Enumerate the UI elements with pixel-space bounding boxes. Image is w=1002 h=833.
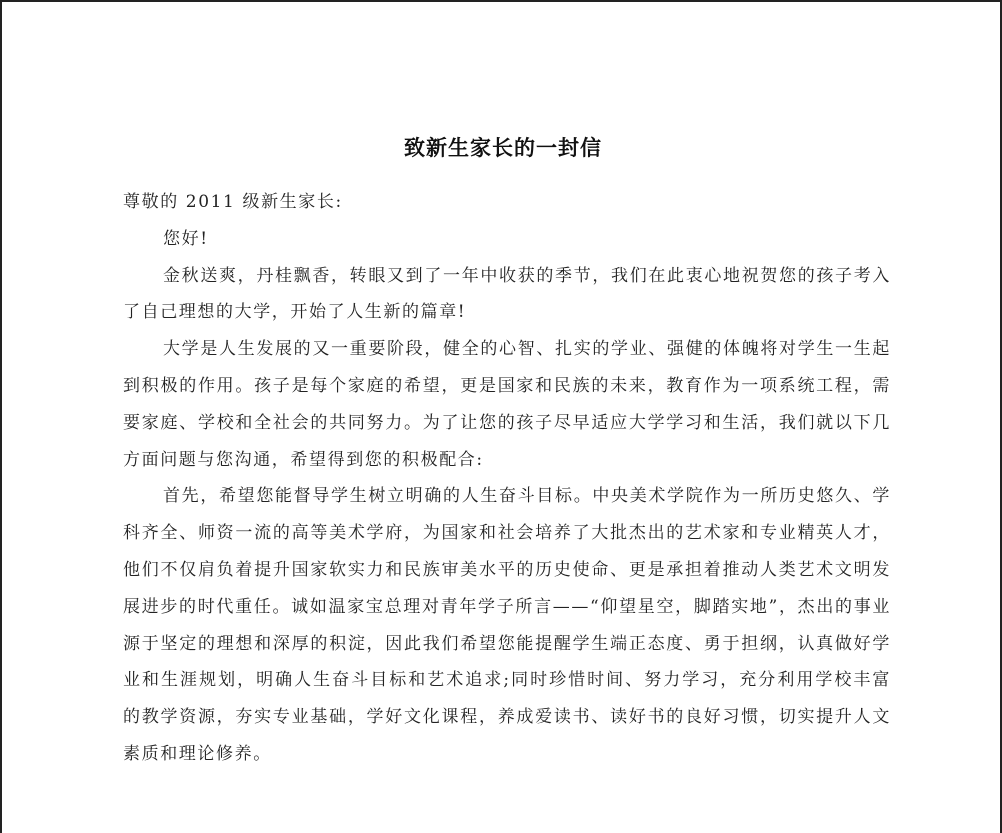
letter-salutation: 尊敬的 2011 级新生家长: [123, 192, 343, 212]
paragraph-university-importance: 大学是人生发展的又一重要阶段，健全的心智、扎实的学业、强健的体魄将对学生一生起到积极的作用。孩子是每个家庭的希望，更是国家和民族的未来，教育作为一项系统工程，需要家庭、学校和全社会的共同努力。为了让您的孩子尽早适应大学学习和生活，我们就以下几方面问题与您沟通，希望得到您的积极配合: [123, 339, 891, 470]
paragraph-life-goals: 首先，希望您能督导学生树立明确的人生奋斗目标。中央美术学院作为一所历史悠久、学科齐全、师资一流的高等美术学府，为国家和社会培养了大批杰出的艺术家和专业精英人才，他们不仅肩负着提升国家软实力和民族审美水平的历史使命、更是承担着推动人类艺术文明发展进步的时代重任。诚如温家宝总理对青年学子所言——“仰望星空，脚踏实地”，杰出的事业源于坚定的理想和深厚的积淀，因此我们希望您能提醒学生端正态度、勇于担纲，认真做好学业和生涯规划，明确人生奋斗目标和艺术追求;同时珍惜时间、努力学习，充分利用学校丰富的教学资源，夯实专业基础，学好文化课程，养成爱读书、读好书的良好习惯，切实提升人文素质和理论修养。 [123, 486, 891, 764]
letter-greeting: 您好! [163, 228, 209, 249]
paragraph-congratulations: 金秋送爽，丹桂飘香，转眼又到了一年中收获的季节，我们在此衷心地祝贺您的孩子考入了自己理想的大学，开始了人生新的篇章! [123, 265, 891, 323]
letter-body [123, 184, 891, 773]
letter-title: 致新生家长的一封信 [404, 136, 602, 160]
